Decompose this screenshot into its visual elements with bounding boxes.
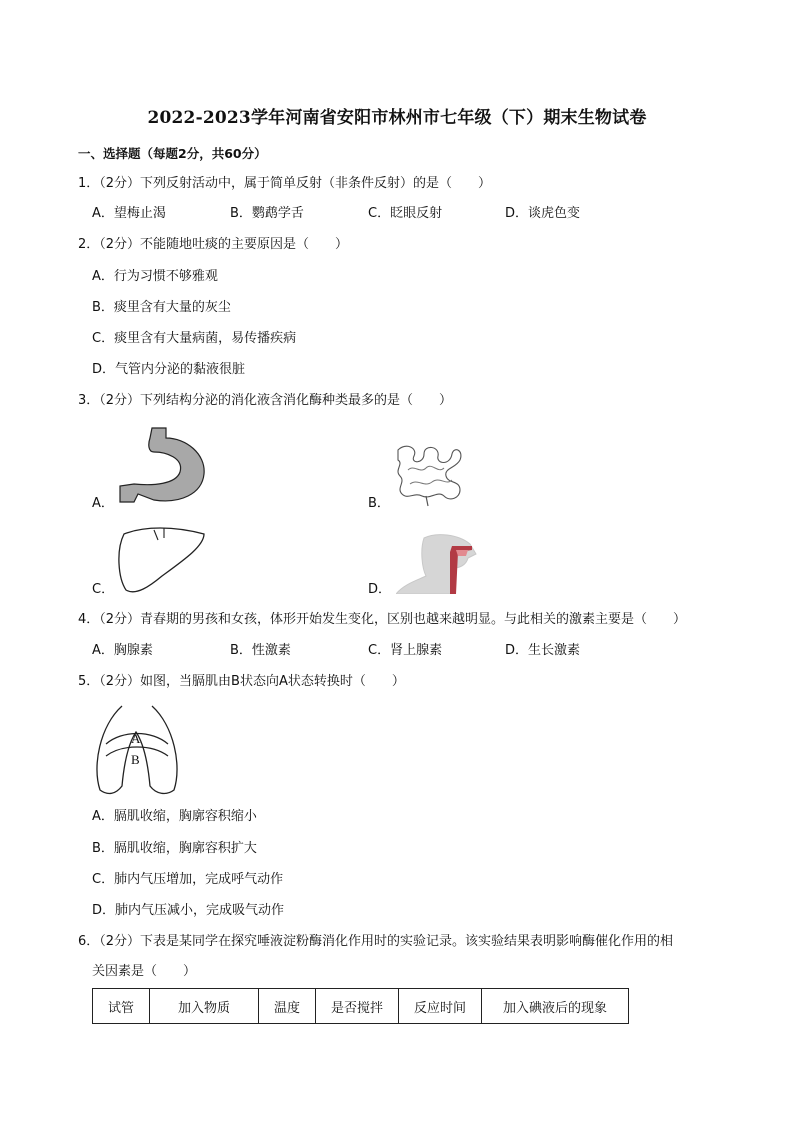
- experiment-table: [92, 988, 629, 1024]
- q5-option-a[interactable]: A．膈肌收缩，胸廓容积缩小: [92, 809, 257, 824]
- section-heading: 一、选择题（每题2分，共60分）: [78, 146, 267, 161]
- q1-option-c[interactable]: C．眨眼反射: [368, 206, 443, 221]
- intestine-figure: [390, 440, 470, 508]
- q3-option-a[interactable]: A．: [92, 496, 114, 511]
- q5-option-d[interactable]: D．肺内气压减小，完成吸气动作: [92, 903, 285, 918]
- page-title: 2022-2023学年河南省安阳市林州市七年级（下）期末生物试卷: [147, 108, 647, 128]
- q4-option-d[interactable]: D．生长激素: [505, 643, 581, 658]
- table-header-cell: 试管: [93, 989, 150, 1024]
- table-header-cell: 反应时间: [399, 989, 482, 1024]
- table-header-cell: 是否搅拌: [316, 989, 399, 1024]
- question-4-stem: 4．（2分）青春期的男孩和女孩，体形开始发生变化，区别也越来越明显。与此相关的激素主要是（ ）: [78, 612, 687, 627]
- question-5-stem: 5．（2分）如图，当膈肌由B状态向A状态转换时（ ）: [78, 674, 405, 689]
- q4-option-c[interactable]: C．肾上腺素: [368, 643, 443, 658]
- q2-option-d[interactable]: D．气管内分泌的黏液很脏: [92, 362, 246, 377]
- question-6-stem: 6．（2分）下表是某同学在探究唾液淀粉酶消化作用时的实验记录。该实验结果表明影响酶催化作用的相: [78, 934, 674, 949]
- q1-option-d[interactable]: D．谈虎色变: [505, 206, 581, 221]
- q3-option-c[interactable]: C．: [92, 582, 115, 597]
- q1-option-b[interactable]: B．鹦鹉学舌: [230, 206, 304, 221]
- question-2-stem: 2．（2分）不能随地吐痰的主要原因是（ ）: [78, 237, 349, 252]
- table-header-cell: 加入物质: [150, 989, 259, 1024]
- liver-figure: [114, 524, 210, 596]
- q5-option-b[interactable]: B．膈肌收缩，胸廓容积扩大: [92, 841, 257, 856]
- q1-option-a[interactable]: A．望梅止渴: [92, 206, 166, 221]
- label-a: A: [131, 731, 141, 746]
- label-b: B: [131, 752, 140, 767]
- question-6-stem-cont: 关因素是（ ）: [92, 964, 197, 979]
- q2-option-b[interactable]: B．痰里含有大量的灰尘: [92, 300, 231, 315]
- table-header-cell: 温度: [259, 989, 316, 1024]
- q3-option-d[interactable]: D．: [368, 582, 392, 597]
- diaphragm-figure: [94, 704, 180, 796]
- stomach-figure: [114, 424, 214, 506]
- q2-option-c[interactable]: C．痰里含有大量病菌，易传播疾病: [92, 331, 297, 346]
- q3-option-b[interactable]: B．: [368, 496, 390, 511]
- table-header-row: [93, 989, 629, 1024]
- question-3-stem: 3．（2分）下列结构分泌的消化液含消化酶种类最多的是（ ）: [78, 393, 453, 408]
- q2-option-a[interactable]: A．行为习惯不够雅观: [92, 269, 218, 284]
- q4-option-b[interactable]: B．性激素: [230, 643, 291, 658]
- salivary-gland-figure: [396, 532, 492, 594]
- q4-option-a[interactable]: A．胸腺素: [92, 643, 153, 658]
- question-1-stem: 1．（2分）下列反射活动中，属于简单反射（非条件反射）的是（ ）: [78, 176, 492, 191]
- table-header-cell: 加入碘液后的现象: [482, 989, 629, 1024]
- q5-option-c[interactable]: C．肺内气压增加，完成呼气动作: [92, 872, 284, 887]
